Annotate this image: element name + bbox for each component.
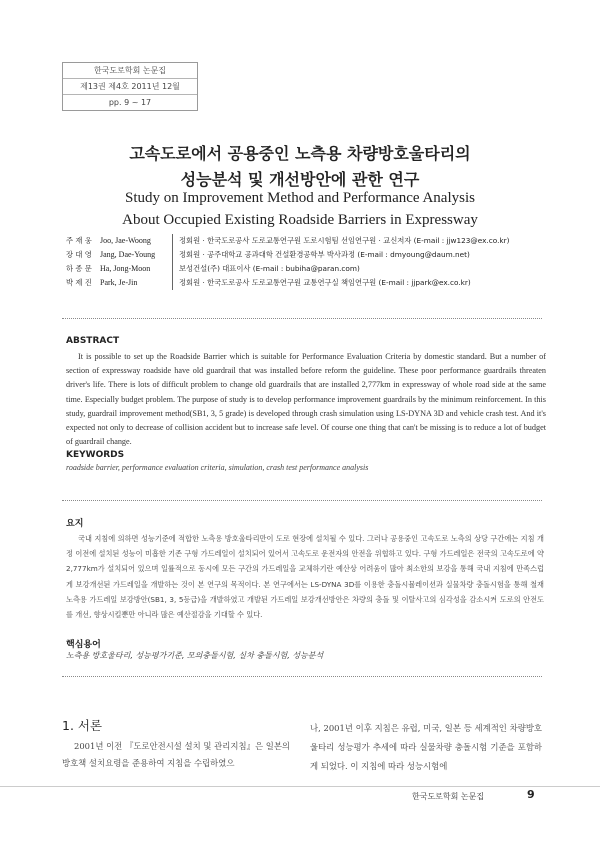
author-name-en: Ha, Jong-Moon — [100, 264, 151, 273]
author-name-ko: 장 대 영 — [66, 250, 92, 259]
journal-volume: 제13권 제4호 2011년 12월 — [63, 79, 197, 95]
footer-rule — [0, 786, 600, 787]
author-row — [66, 276, 546, 290]
author-affiliation: 정회원 · 한국도로공사 도로교통연구원 교통연구실 책임연구원 (E-mail : jjpark@ex.co.kr) — [179, 278, 471, 287]
section-1-title: 1. 서론 — [62, 718, 103, 733]
keywords-ko-heading: 핵심용어 — [66, 640, 101, 650]
journal-name: 한국도로학회 논문집 — [63, 63, 197, 79]
author-row — [66, 262, 546, 276]
english-title-line-1: Study on Improvement Method and Performance Analysis — [125, 190, 475, 206]
author-affiliation: 보성건설(주) 대표이사 (E-mail : bubiha@paran.com) — [179, 264, 360, 273]
journal-info-box — [62, 62, 198, 111]
author-name-en: Joo, Jae-Woong — [100, 236, 151, 245]
author-name-ko: 주 재 웅 — [66, 236, 92, 245]
keywords-heading: KEYWORDS — [66, 450, 125, 460]
divider-top — [62, 318, 542, 319]
author-divider — [172, 234, 173, 248]
author-row — [66, 234, 546, 248]
author-name-en: Jang, Dae-Young — [100, 250, 156, 259]
english-title-line-2: About Occupied Existing Roadside Barriers in Expressway — [122, 212, 478, 228]
author-row — [66, 248, 546, 262]
author-name-ko: 박 제 진 — [66, 278, 92, 287]
keywords-ko-text: 노측용 방호울타리, 성능평가기준, 모의충돌시험, 실차 충돌시험, 성능분석 — [66, 651, 324, 660]
divider-bottom — [62, 676, 542, 677]
abstract-heading: ABSTRACT — [66, 336, 120, 346]
summary-heading: 요지 — [66, 519, 84, 529]
author-name-en: Park, Je-Jin — [100, 278, 138, 287]
author-divider — [172, 248, 173, 262]
korean-title-line-2: 성능분석 및 개선방안에 관한 연구 — [180, 170, 420, 189]
summary-text: 국내 지침에 의하면 성능기준에 적합한 노측용 방호울타리만이 도로 현장에 설치될 수 있다. 그러나 공용중인 고속도로 노측의 상당 구간에는 지침 개정 이전에 설치된 성능이 미흡한 기존 구형 가드레일이 설치되어 있어서 고속도로 운전자의 안전을 위협하고 있다. 구형 가드레일은 전국의 고속도로에 약 2,777km가 설치되어 있으며 일률적으로 동시에 모든 구간의 가드레일을 교체하기란 예산상 어려움이 많아 최소한의 보강을 통해 국내 지침에 만족스럽게 보강개선된 가드레일을 개발하는 것이 본 연구의 목적이다. 본 연구에서는 LS-DYNA 3D를 이용한 충돌시뮬레이션과 실물차량 충돌시험을 통해 철재 노측용 가드레일 보강방안(SB1, 3, 5등급)을 개발하였고 개발된 가드레일 보강개선방안은 차량의 충돌 및 이탈사고의 심각성을 감소시켜 도로의 안전도를 개선, 향상시킬뿐만 아니라 많은 예산절감을 기대할 수 있다. — [66, 534, 544, 620]
author-list — [66, 234, 546, 290]
abstract-text: It is possible to set up the Roadside Barrier which is suitable for Performance Evaluation Criteria by domestic standard. But a number of section of expressway roadside have old guardrail that was installed before reform the guideline. These poor performance guardrails threaten driver's life. There is lots of difficult problem to change old guardrails that are installed 2,777km in expressway of whole road side at the same time. Especially budget problem. The purpose of study is to develop performance improvement guardrails by the minimum reinforcement. In this study, guardrail improvement method(SB1, 3, 5 grade) is developed through crash simulation using LS-DYNA 3D and vehicle crash test. And it's expected not only to decrease of collision accident but to increase safe level. Of course one thing that can't be missing is to reduce a lot of budget of guardrail change. — [66, 352, 546, 447]
korean-title-line-1: 고속도로에서 공용중인 노측용 차량방호울타리의 — [129, 144, 471, 163]
journal-pages: pp. 9 ~ 17 — [108, 98, 152, 107]
author-divider — [172, 276, 173, 290]
section-1-left-column: 2001년 이전 『도로안전시설 설치 및 관리지침』은 일본의 방호책 설치요령을 준용하여 지침을 수립하였으 — [62, 741, 290, 768]
author-affiliation: 정회원 · 공주대학교 공과대학 건설환경공학부 박사과정 (E-mail : dmyoung@daum.net) — [179, 250, 470, 259]
author-affiliation: 정회원 · 한국도로공사 도로교통연구원 도로시험팀 선임연구원 · 교신저자 (E-mail : jjw123@ex.co.kr) — [179, 236, 510, 245]
author-name-ko: 하 종 문 — [66, 264, 92, 273]
author-divider — [172, 262, 173, 276]
page-number: 9 — [527, 788, 535, 801]
footer-journal-name: 한국도로학회 논문집 — [412, 792, 485, 801]
keywords-text: roadside barrier, performance evaluation criteria, simulation, crash test performance analysis — [66, 463, 369, 472]
section-1-right-column: 나, 2001년 이후 지침은 유럽, 미국, 일본 등 세계적인 차량방호울타리 성능평가 추세에 따라 실물차량 충돌시험 기준을 포함하게 되었다. 이 지침에 따라 성능시험에 — [310, 723, 542, 771]
divider-middle — [62, 500, 542, 501]
